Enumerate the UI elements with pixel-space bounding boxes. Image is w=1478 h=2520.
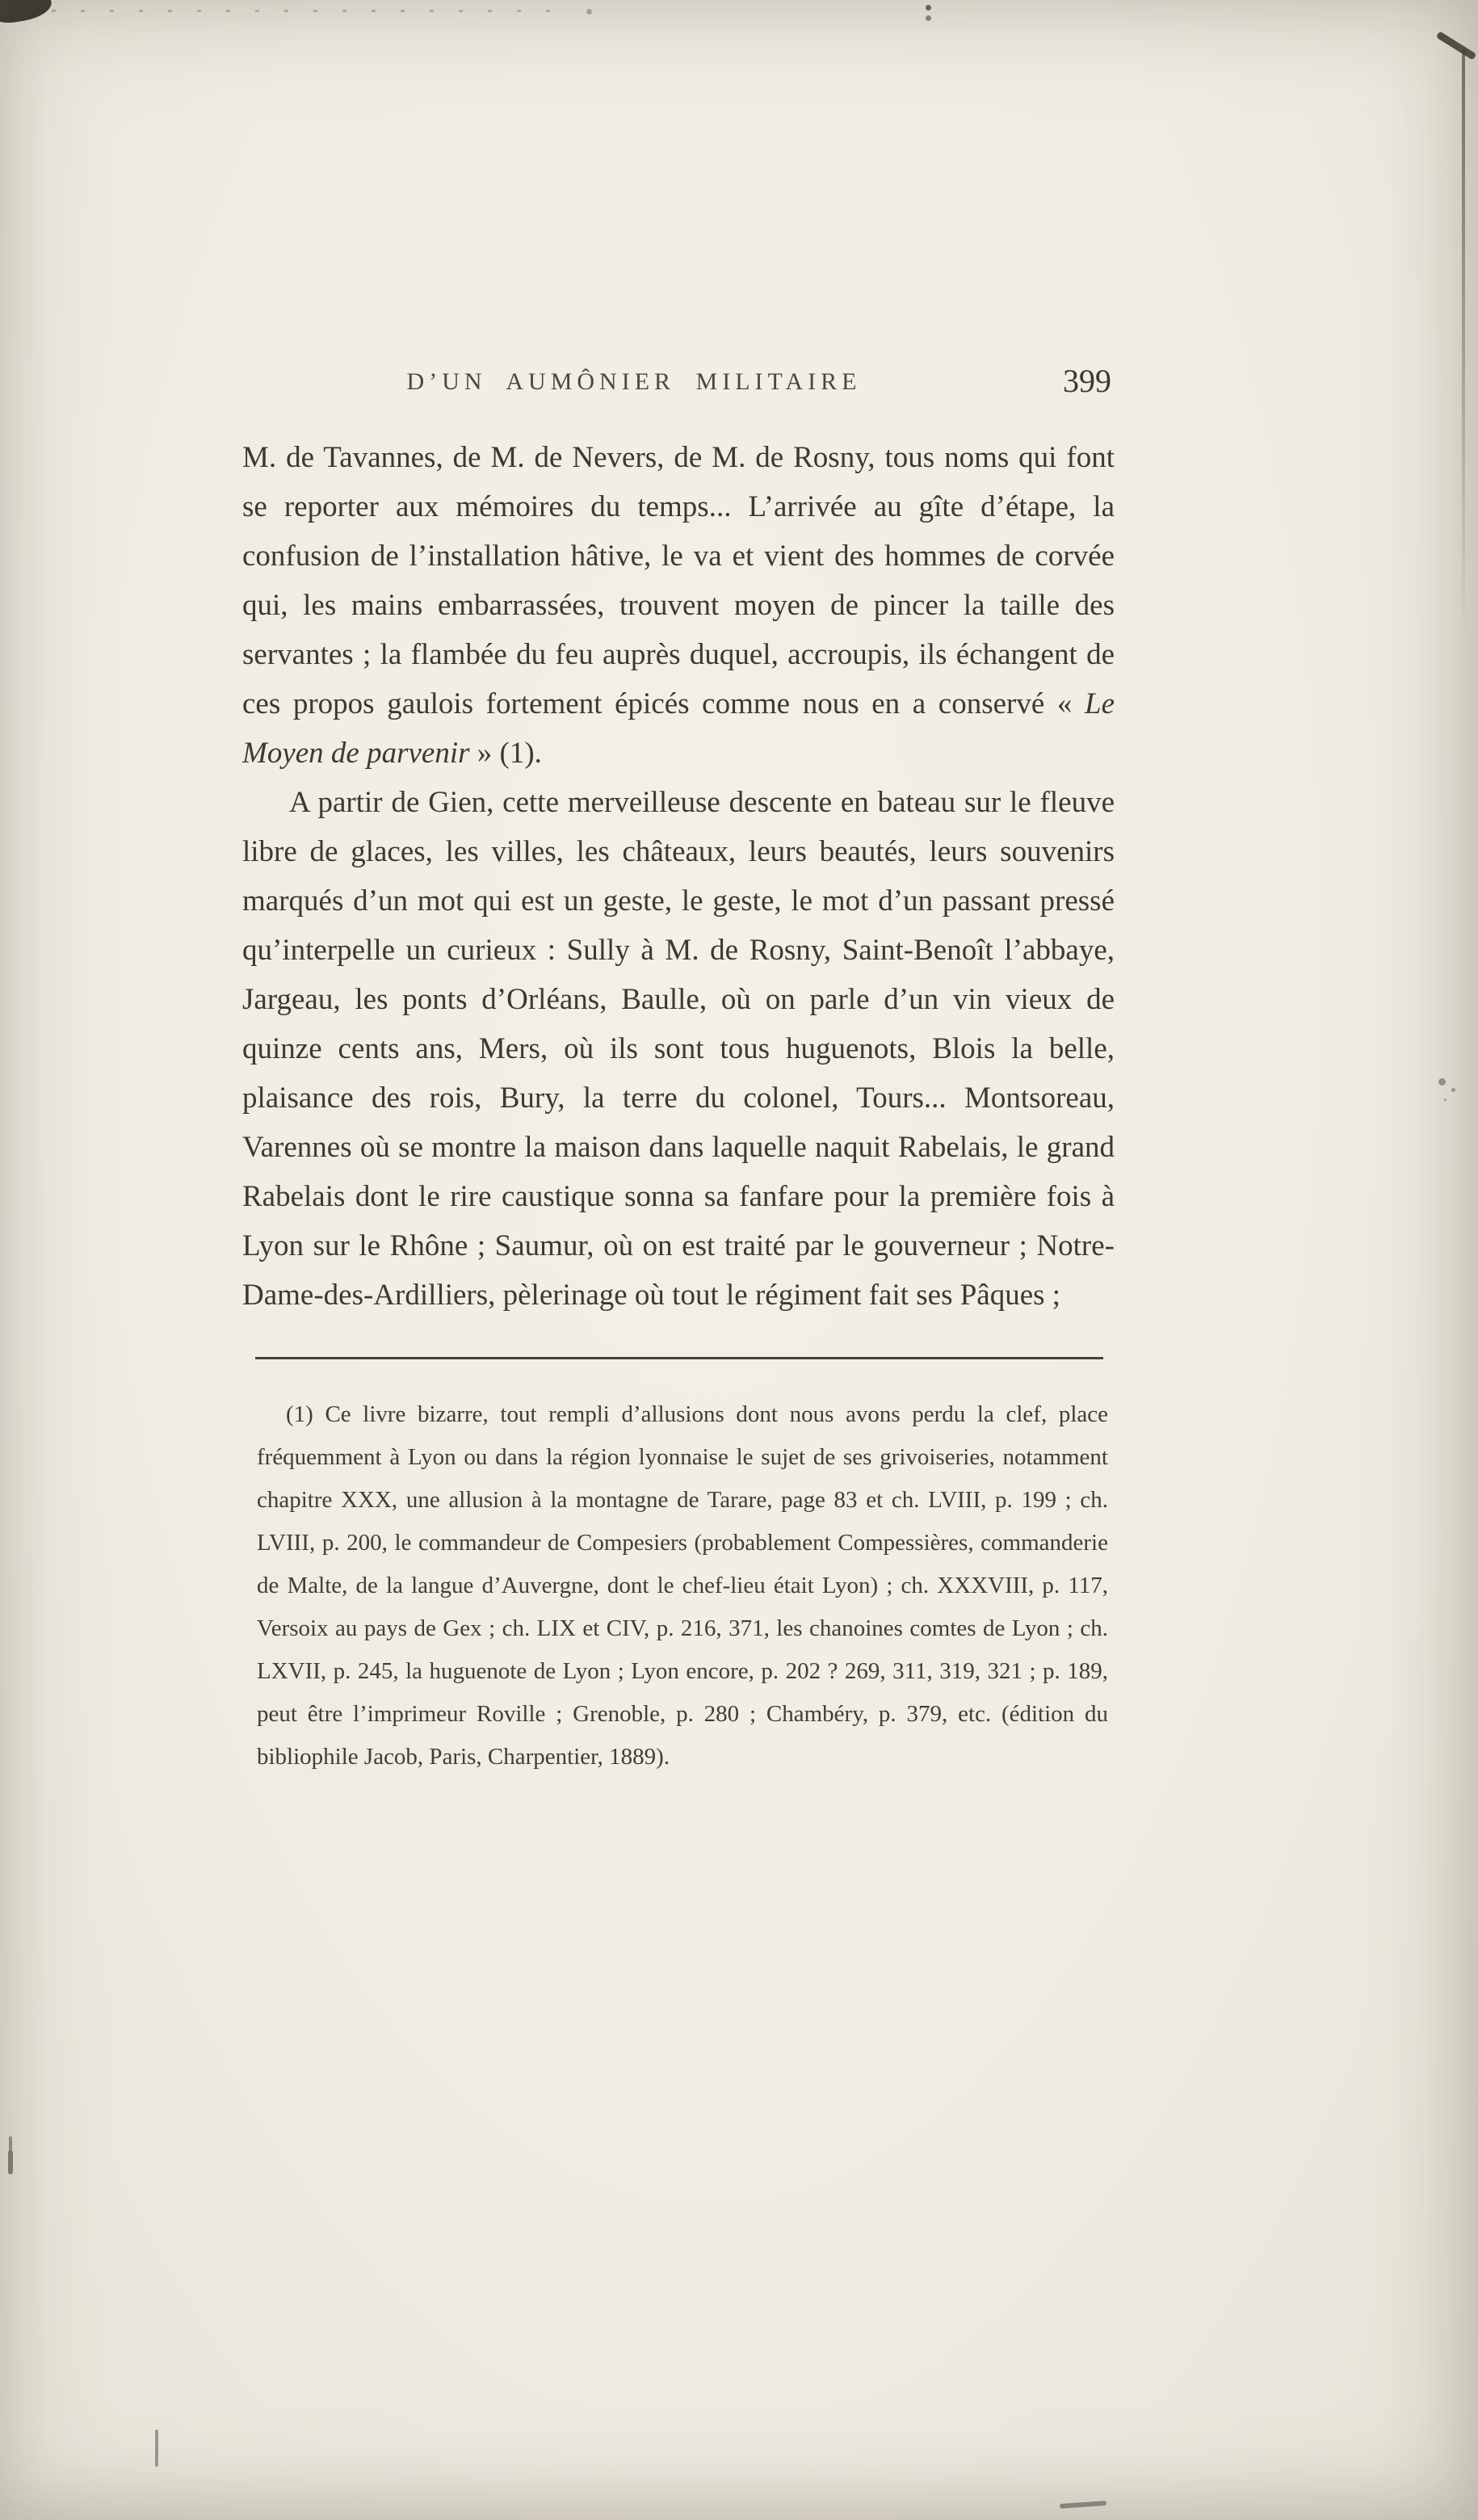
- book-title-italic: Le Moyen de parvenir: [242, 687, 1115, 770]
- running-title: D’UN AUMÔNIER MILITAIRE: [406, 368, 862, 395]
- scan-artifact-right-edge-line: [1462, 50, 1465, 640]
- scan-artifact-top-right-dash: [1436, 31, 1477, 60]
- text-segment: A partir de Gien, cette merveilleuse descente en bateau sur le fleuve libre de glaces, les villes, les châteaux, leurs beautés, leurs souvenirs marqués d’un mot qui est un geste, le geste, le mot d’un passant pressé qu’interpelle un curieux : Sully à M. de Rosny, Saint-Benoît l’abbaye, Jargeau, les ponts d’Orléans, Baulle, où on parle d’un vin vieux de quinze cents ans, Mers, où ils sont tous huguenots, Blois la belle, plaisance des rois, Bury, la terre du colonel, Tours... Montsoreau, Varennes où se montre la maison dans laquelle naquit Rabelais, le grand Rabelais dont le rire caustique sonna sa fanfare pour la première fois à Lyon sur le Rhône ; Saumur, où on est traité par le gouverneur ; Notre-Dame-des-Ardilliers, pèlerinage où tout le régiment fait ses Pâques ;: [242, 786, 1115, 1312]
- footnote: (1) Ce livre bizarre, tout rempli d’allusions dont nous avons perdu la clef, place fréquemment à Lyon ou dans la région lyonnaise le sujet de ses grivoiseries, notamment chapitre XXX, une allusion à la montagne de Tarare, page 83 et ch. LVIII, p. 199 ; ch. LVIII, p. 200, le commandeur de Compesiers (probablement Compessières, commanderie de Malte, de la langue d’Auvergne, dont le chef-lieu était Lyon) ; ch. XXXVIII, p. 117, Versoix au pays de Gex ; ch. LIX et CIV, p. 216, 371, les chanoines comtes de Lyon ; ch. LXVII, p. 245, la huguenote de Lyon ; Lyon encore, p. 202 ? 269, 311, 319, 321 ; p. 189, peut être l’imprimeur Roville ; Grenoble, p. 280 ; Chambéry, p. 379, etc. (édition du bibliophile Jacob, Paris, Charpentier, 1889).: [257, 1401, 1108, 1770]
- scan-artifact-top-specks: [926, 5, 931, 10]
- text-block: [242, 362, 1115, 1779]
- paragraph-1: [242, 433, 1115, 778]
- scan-artifact-top-edge-dots: [52, 10, 569, 12]
- scan-artifact-left-mark: [8, 2150, 13, 2174]
- paragraph-2: [242, 778, 1115, 1320]
- scan-artifact-right-speck: [1438, 1078, 1446, 1086]
- page-number: 399: [1063, 363, 1111, 399]
- page-body: [242, 433, 1115, 1320]
- text-segment: M. de Tavannes, de M. de Nevers, de M. de Rosny, tous noms qui font se reporter aux mémoires du temps... L’arrivée au gîte d’étape, la confusion de l’installation hâtive, le va et vient des hommes de corvée qui, les mains embarrassées, trouvent moyen de pincer la taille des servantes ; la flambée du feu auprès duquel, accroupis, ils échangent de ces propos gaulois fortement épicés comme nous en a conservé «: [242, 441, 1115, 720]
- scan-artifact-top-left-blot: [0, 0, 54, 26]
- scan-artifact-bottom-left-line: [155, 2430, 158, 2467]
- text-segment: » (1).: [469, 737, 542, 770]
- footnote-separator: [255, 1357, 1103, 1359]
- page-header: [242, 362, 1115, 407]
- scan-artifact-bottom-right-dash: [1060, 2501, 1106, 2509]
